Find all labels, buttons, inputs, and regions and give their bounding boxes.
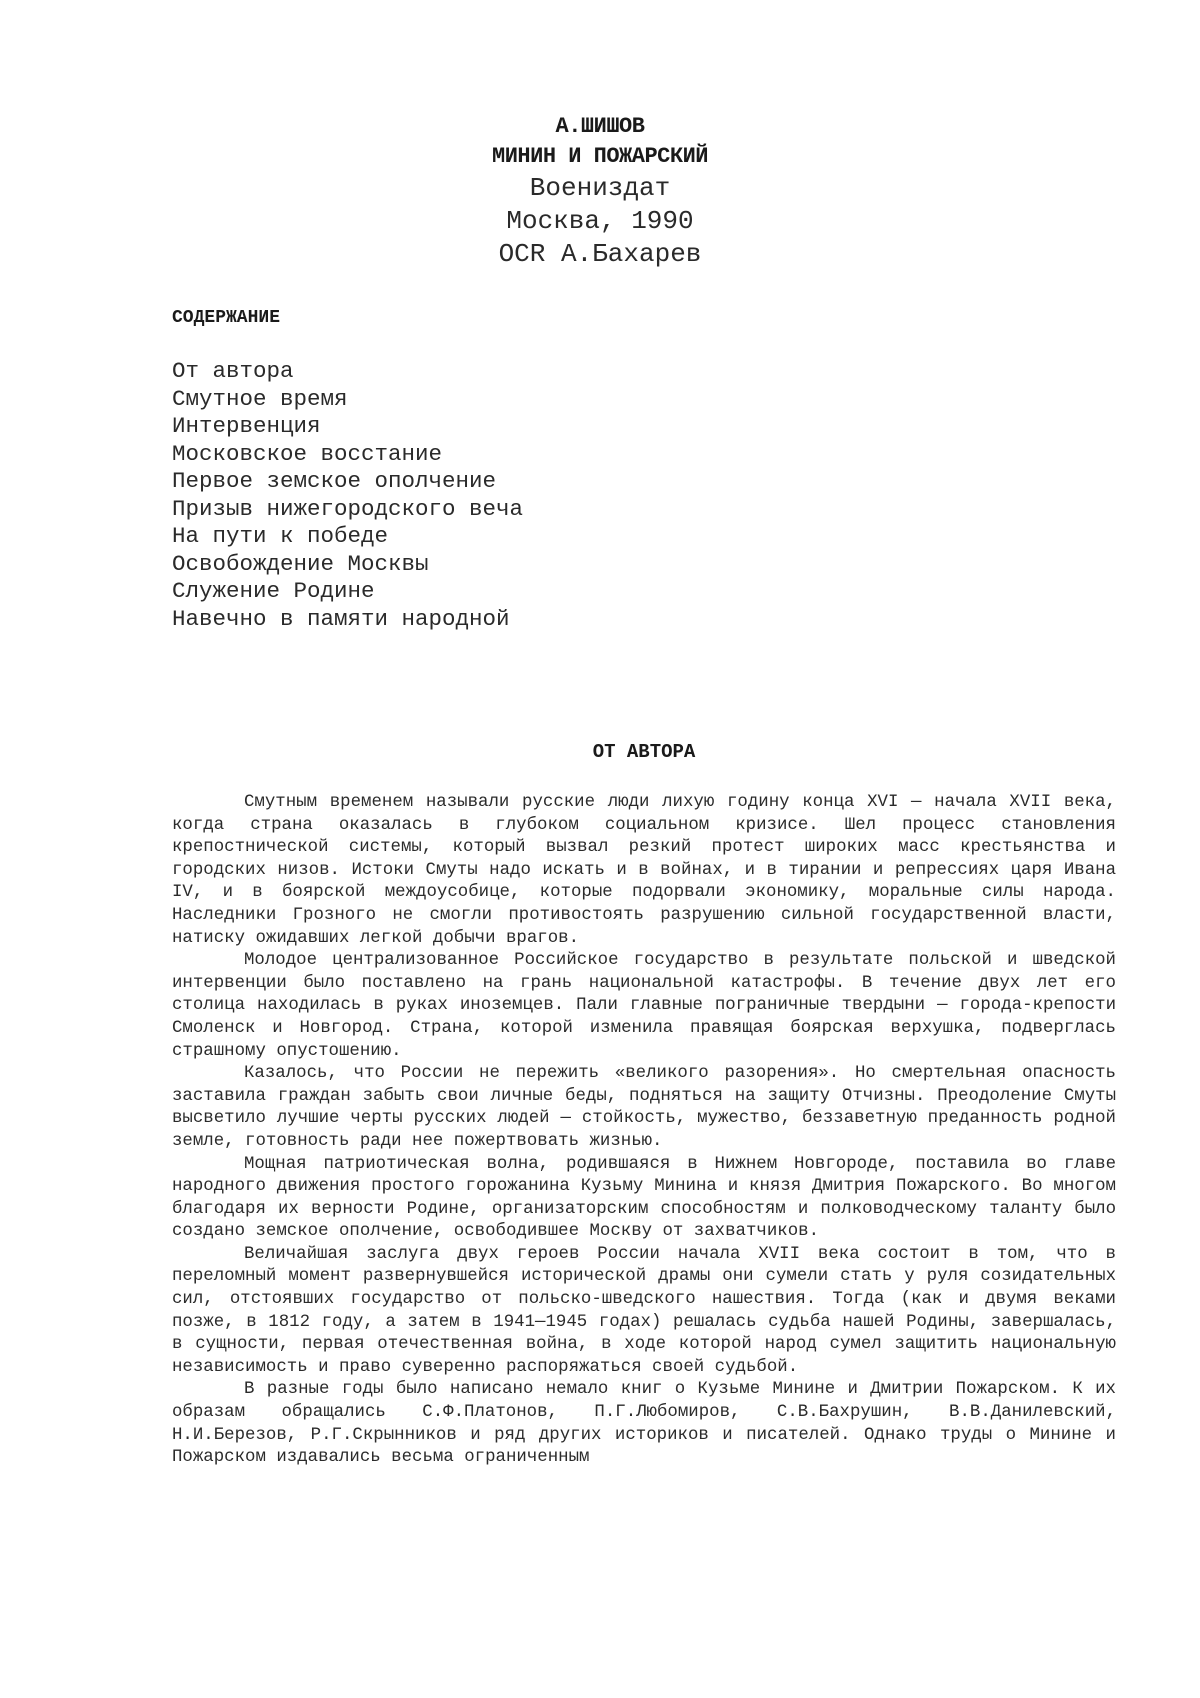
book-title: МИНИН И ПОЖАРСКИЙ <box>492 144 708 169</box>
book-publisher: Воениздат <box>529 173 671 203</box>
paragraph: Казалось, что России не пережить «великого разорения». Но смертельная опасность заставила граждан забыть свои личные беды, подняться на защиту Отчизны. Преодоление Смуты высветило лучшие черты русских людей — стойкость, мужество, беззаветную преданность родной земле, готовность ради нее пожертвовать жизнью. <box>172 1064 1116 1151</box>
title-block <box>0 112 1200 271</box>
table-of-contents <box>172 306 1072 633</box>
section-from-author <box>172 740 1116 1470</box>
toc-heading: СОДЕРЖАНИЕ <box>172 308 281 328</box>
toc-list <box>172 358 1072 633</box>
paragraph: Мощная патриотическая волна, родившаяся в Нижнем Новгороде, поставила во главе народного движения простого горожанина Кузьму Минина и князя Дмитрия Пожарского. Во многом благодаря их верности Родине, организаторским способностям и полководческому таланту было создано земское ополчение, освободившее Москву от захватчиков. <box>172 1154 1116 1242</box>
toc-item[interactable]: От автора <box>172 358 294 384</box>
toc-item[interactable]: Служение Родине <box>172 578 375 604</box>
toc-item[interactable]: Призыв нижегородского веча <box>172 495 524 522</box>
toc-item[interactable]: Освобождение Москвы <box>172 550 429 577</box>
paragraph: Величайшая заслуга двух героев России начала XVII века состоит в том, что в переломный момент развернувшейся исторической драмы они сумели стать у руля созидательных сил, отстоявших государство от польско-шведского нашествия. Тогда (как и двумя веками позже, в 1812 году, а затем в 1941—1945 годах) решалась судьба нашей Родины, завершалась, в сущности, первая отечественная война, в ходе которой народ сумел защитить национальную независимость и право суверенно распоряжаться своей судьбой. <box>172 1244 1116 1377</box>
toc-item[interactable]: Московское восстание <box>172 440 443 467</box>
toc-item[interactable]: Навечно в памяти народной <box>172 605 510 632</box>
book-author: А.ШИШОВ <box>555 114 645 139</box>
toc-item[interactable]: Смутное время <box>172 385 348 412</box>
toc-item[interactable]: На пути к победе <box>172 523 389 549</box>
toc-item[interactable]: Интервенция <box>172 413 321 439</box>
paragraph: Молодое централизованное Российское государство в результате польской и шведской интервенции было поставлено на грань национальной катастрофы. В течение двух лет его столица находилась в руках иноземцев. Пали главные пограничные твердыни — города-крепости Смоленск и Новгород. Страна, которой изменила правящая боярская верхушка, подверглась страшному опустошению. <box>172 951 1116 1061</box>
paragraph: В разные годы было написано немало книг о Кузьме Минине и Дмитрии Пожарском. К их образам обращались С.Ф.Платонов, П.Г.Любомиров, С.В.Бахрушин, В.В.Данилевский, Н.И.Березов, Р.Г.Скрынников и ряд других историков и писателей. Однако труды о Минине и Пожарском издавались весьма ограниченным <box>172 1380 1116 1468</box>
section-heading: ОТ АВТОРА <box>592 741 696 763</box>
book-place-year: Москва, 1990 <box>506 206 694 236</box>
paragraph: Смутным временем называли русские люди лихую годину конца XVI — начала XVII века, когда страна оказалась в глубоком социальном кризисе. Шел процесс становления крепостнической системы, который вызвал резкий протест широких масс крестьянства и городских низов. Истоки Смуты надо искать и в войнах, и в тирании и репрессиях царя Ивана IV, и в боярской междоусобице, которые подорвали экономику, моральные силы народа. Наследники Грозного не смогли противостоять разрушению сильной государственной власти, натиску ожидавших легкой добычи врагов. <box>172 793 1116 948</box>
toc-item[interactable]: Первое земское ополчение <box>172 468 497 494</box>
book-ocr-credit: OCR А.Бахарев <box>498 239 702 269</box>
